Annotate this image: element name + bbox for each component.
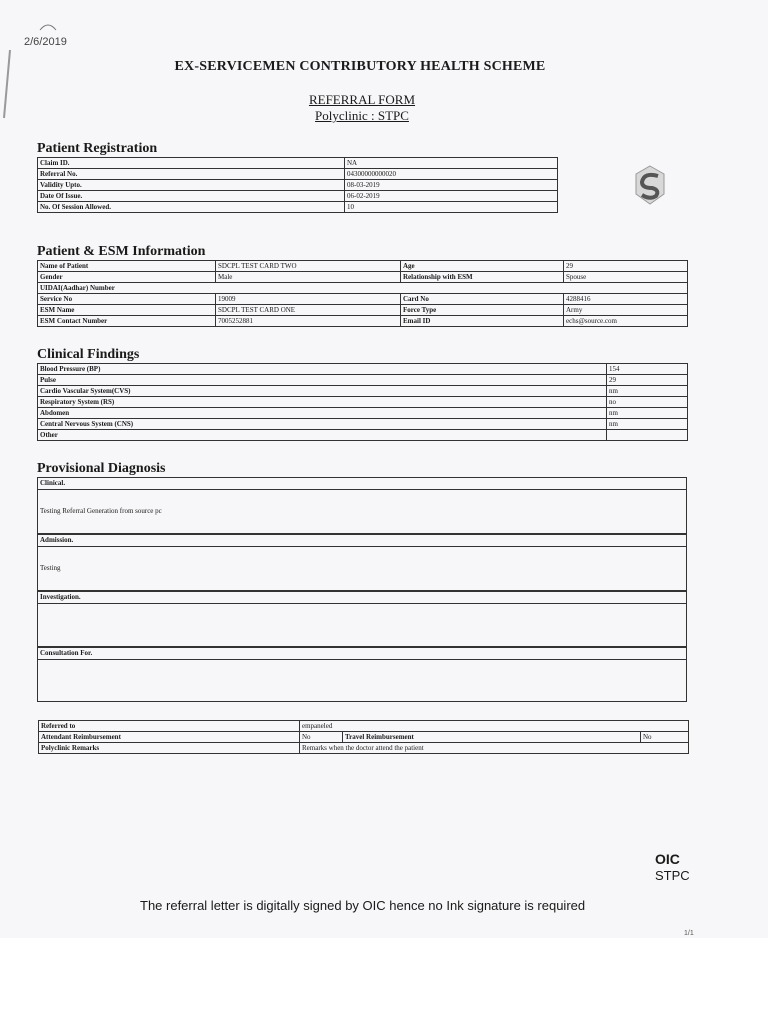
echs-logo-icon [630,162,670,208]
table-row [38,180,558,191]
admission-label: Admission. [38,535,686,547]
investigation-label: Investigation. [38,592,686,604]
patient-registration-table [37,157,558,213]
age-label: Age [401,261,564,272]
polyclinic-subtitle: Polyclinic : STPC [315,108,409,123]
abdomen-label: Abdomen [38,408,607,419]
service-no-label: Service No [38,294,216,305]
signatory-unit: STPC [655,868,690,883]
force-type-label: Force Type [401,305,564,316]
clinical-diagnosis-box [37,477,687,534]
referral-table [38,720,689,754]
clinical-findings-heading: Clinical Findings [37,347,140,362]
table-row [39,732,689,743]
claim-id-value: NA [345,158,558,169]
investigation-value [38,604,686,621]
table-row [38,294,688,305]
table-row [38,375,688,386]
contact-number-label: ESM Contact Number [38,316,216,327]
card-no-value: 4288416 [564,294,688,305]
provisional-diagnosis-heading: Provisional Diagnosis [37,461,166,476]
patient-esm-table [37,260,688,327]
digital-signature-note: The referral letter is digitally signed by OIC hence no Ink signature is required [140,898,586,913]
polyclinic-remarks-label: Polyclinic Remarks [39,743,300,754]
table-row [38,283,688,294]
consultation-box [37,647,687,702]
referred-to-value: empaneled [300,721,689,732]
gender-value: Male [216,272,401,283]
cvs-label: Cardio Vascular System(CVS) [38,386,607,397]
table-row [38,191,558,202]
table-row [38,386,688,397]
bp-label: Blood Pressure (BP) [38,364,607,375]
date-of-issue-value: 06-02-2019 [345,191,558,202]
document-title: EX-SERVICEMEN CONTRIBUTORY HEALTH SCHEME [174,59,546,74]
email-id-label: Email ID [401,316,564,327]
age-value: 29 [564,261,688,272]
consultation-value [38,660,686,677]
email-id-value: echs@source.com [564,316,688,327]
table-row [38,316,688,327]
esm-name-label: ESM Name [38,305,216,316]
referral-no-value: 04300000000020 [345,169,558,180]
table-row [39,743,689,754]
table-row [38,397,688,408]
patient-registration-heading: Patient Registration [37,141,158,156]
travel-reimbursement-value: No [641,732,689,743]
uidai-label: UIDAI(Aadhar) Number [38,283,688,294]
consultation-label: Consultation For. [38,648,686,660]
esm-name-value: SDCPL TEST CARD ONE [216,305,401,316]
sessions-value: 10 [345,202,558,213]
admission-box [37,534,687,591]
table-row [38,430,688,441]
cns-value: nm [607,419,688,430]
contact-number-value: 7005252881 [216,316,401,327]
table-row [38,364,688,375]
relationship-value: Spouse [564,272,688,283]
table-row [38,305,688,316]
other-value [607,430,688,441]
bp-value: 154 [607,364,688,375]
table-row [38,202,558,213]
signatory-title: OIC [655,851,680,867]
table-row [38,408,688,419]
validity-value: 08-03-2019 [345,180,558,191]
relationship-label: Relationship with ESM [401,272,564,283]
rs-value: no [607,397,688,408]
sessions-label: No. Of Session Allowed. [38,202,345,213]
table-row [38,158,558,169]
admission-value: Testing [40,564,61,572]
rs-label: Respiratory System (RS) [38,397,607,408]
service-no-value: 19009 [216,294,401,305]
referred-to-label: Referred to [39,721,300,732]
travel-reimbursement-label: Travel Reimbursement [343,732,641,743]
polyclinic-remarks-value: Remarks when the doctor attend the patient [300,743,689,754]
page-number: 1/1 [684,930,694,937]
pulse-value: 29 [607,375,688,386]
form-title: REFERRAL FORM [308,92,416,107]
pulse-label: Pulse [38,375,607,386]
cvs-value: nm [607,386,688,397]
clinical-findings-table [37,363,688,441]
table-row [39,721,689,732]
attendant-reimbursement-label: Attendant Reimbursement [39,732,300,743]
validity-label: Validity Upto. [38,180,345,191]
card-no-label: Card No [401,294,564,305]
referral-no-label: Referral No. [38,169,345,180]
clinical-diagnosis-value: Testing Referral Generation from source pc [40,507,162,515]
table-row [38,261,688,272]
date-of-issue-label: Date Of Issue. [38,191,345,202]
abdomen-value: nm [607,408,688,419]
patient-esm-heading: Patient & ESM Information [37,244,206,259]
force-type-value: Army [564,305,688,316]
claim-id-label: Claim ID. [38,158,345,169]
clinical-diagnosis-label: Clinical. [38,478,686,490]
table-row [38,169,558,180]
attendant-reimbursement-value: No [300,732,343,743]
patient-name-label: Name of Patient [38,261,216,272]
investigation-box [37,591,687,647]
table-row [38,419,688,430]
print-date: 2/6/2019 [24,36,67,48]
patient-name-value: SDCPL TEST CARD TWO [216,261,401,272]
gender-label: Gender [38,272,216,283]
other-label: Other [38,430,607,441]
cns-label: Central Nervous System (CNS) [38,419,607,430]
table-row [38,272,688,283]
